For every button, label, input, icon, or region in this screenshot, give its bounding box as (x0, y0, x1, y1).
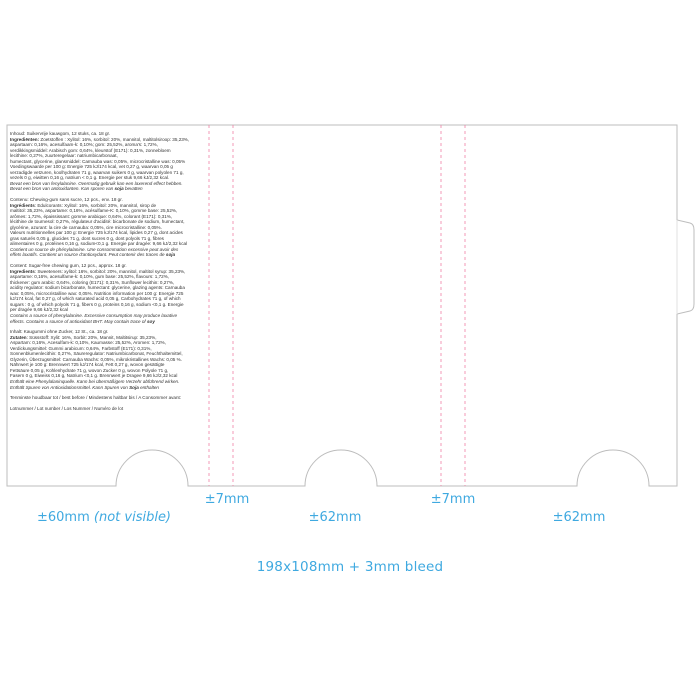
dim-panel-1 (37, 510, 171, 525)
dim-panel-2: ±62mm (308, 510, 362, 525)
text-block-french: Contenu: Chewing-gum sans sucre, 12 pcs., env. 18 gr. Ingrédients: Edulcorants: Xylitol: 16%, sorbitol: 20%, mannitol, sirop de maltitol: 35,23%, aspartame: 0,16%, acésulfame-K: 0,10%, gomme base: 25,52%, arômes: 1,72%, épaississant: gomme arabique: 0,64%, colorant (E171): 0,31%, lécithine de tournesol: 0,27%, régulateur d'acidité: bicarbonate de sodium, humectant, glycérine, azurant: la cire de carnauba: 0,05%, cire microcristalline: 0,05%. Valeurs nutritionnelles par 100 g: Energie 725 kJ/174 kcal, lipides 0,27 g, dont acides gras saturés 0,05 g, glucides 71 g, dont sucres 0 g, dont polyols 71 g, fibres alimentaires 0 g, protéines 0,16 g, sodium<0,1 g. Energie par dragée: 9,66 kJ/2,32 kcal Contient un source de phénylalanine. Une consommation excessive peut avoir des effets laxatifs. Contient un source d'antioxydant. Peut contenir des traces de soja (10, 197, 188, 258)
dim-overall-size: 198x108mm + 3mm bleed (256, 559, 444, 575)
dim-panel-3: ±62mm (552, 510, 606, 525)
text-block-english: Content: Sugar-free chewing gum, 12 pcs., approx. 18 gr. Ingredients: Sweeteners: xylitol: 16%, sorbitol: 20%, mannitol, maltitol syrup: 35,23%, aspartame: 0,16%, acesulfame-k: 0,10%, gum base: 25,52%, flavours: 1,72%, thickener: gum arabic: 0,64%, coloring (E171): 0,31%, Sunflower lecithin: 0,27%, acidity regulator: sodium bicarbonate, humectant: glycerine, glazing agents: Carnauba wax: 0,05%, microcristalline wax: 0,05%. Nutrition information per 100 g: Energie 725 kJ/174 kcal, fat 0,27 g, of which saturated acid 0,05 g, Carbohydrates 71 g, of which sugars : 0 g, of which polyols 71 g, fibers 0 g, proteins 0,16 g, sodium <0,1 g. Energie per dragée 9,66 kJ/2,32 kcal Contains a source of phenylalanine. Excessive consumption may produce laxative effects. Contains a source of antioxidant BHT. May contain trace of soy (10, 263, 186, 324)
dim-panel-1-value: ±60mm (36, 510, 90, 525)
panel-ingredients-text (10, 131, 206, 491)
dim-panel-1-note: (not visible) (93, 510, 172, 525)
text-block-german: Inhalt: Kaugummi ohne Zucker, 12 St., ca. 18 gr. Zutaten: Süssstoff: Xylit: 16%, Sorbit: 20%, Mannit, Maltitsirup: 35,23%, Aspartam: 0,16%, Acesulfam-k: 0,10%, Kaumasse: 25,52%, Aromen: 1,72%, Verdickungsmittel: Gummi arabicum: 0,64%, Farbstoff (E171): 0,31%, Sonnenblumenlecithin: 0,27%, Säureregulator: Natriumbicarbonat, Feuchthaltemittel, Glyzerin, Überzugsmittel: Carnauba Wachs: 0,05%, mikrokristallines Wachs: 0,05 %. Nährwert je 100 g: Brennwert 725 kJ/174 kcal, Fett 0,27 g, wovon gesättigte Fettsäure 0,05 g, Kohlenhydrate 71 g, wovon Zucker 0 g, wovon Polyole 71 g, Fasern 0 g, Eiweiss 0,16 g, Natrium <0,1 g. Brennwert je Dragee 9,66 kJ/2,32 kcal Enthält eine Phenylalaninquelle. Kann bei übermäßigem Verzehr abführend wirken. Enthält Spuren von Antioxidationsmittel. Kann Spuren von Soja enthalten (10, 329, 183, 390)
dim-gap-2: ±7mm (430, 492, 476, 507)
text-block-dutch: Inhoud: Suikervrije kauwgom, 12 stuks, ca. 18 gr. Ingrediënten: Zoetstoffen : Xylitol: 16%, sorbitol: 20%, mannitol, maltitolsiroop: 35,23%, aspartaam: 0,16%, acesulfaam-k: 0,10%; gom: 25,52%, aroma's: 1,72%, verdikkingsmiddel: Arabisch gom: 0,64%, kleurstof (E171): 0,31%, zonnebloem lecithine: 0,27%, zuurteregelaar: natriumbicarbonaat, humectant, glycerine, glansmiddel: Carnauba was: 0,05%, microcristalline was: 0,05% Voedingswaarde per 100 g: Energie 725 kJ/174 kcal, vet 0,27 g, waarvan 0,05 g verzadigde vetzuren, koolhydraten 71 g, waarvan suikers 0 g, waarvan polyolen 71 g, vezels 0 g, eiwitten 0,16 g, natrium < 0,1 g. Energie per stuk 9,66 kJ/2,32 kcal. Bevat een bron van fenylalanine. Overmatig gebruik kan een laxerend effect hebben. Bevat een bron van antioxidanten. Kan sporen van soja bevatten (10, 131, 190, 192)
text-best-before: Tenminste houdbaar tot / best before / Mindestens haltbar bis / A Consommer avant: (10, 395, 182, 401)
dim-gap-1: ±7mm (204, 492, 250, 507)
text-lot-number: Lotnummer / Lot number / Los Nummer / Numéro de lot (10, 405, 124, 411)
